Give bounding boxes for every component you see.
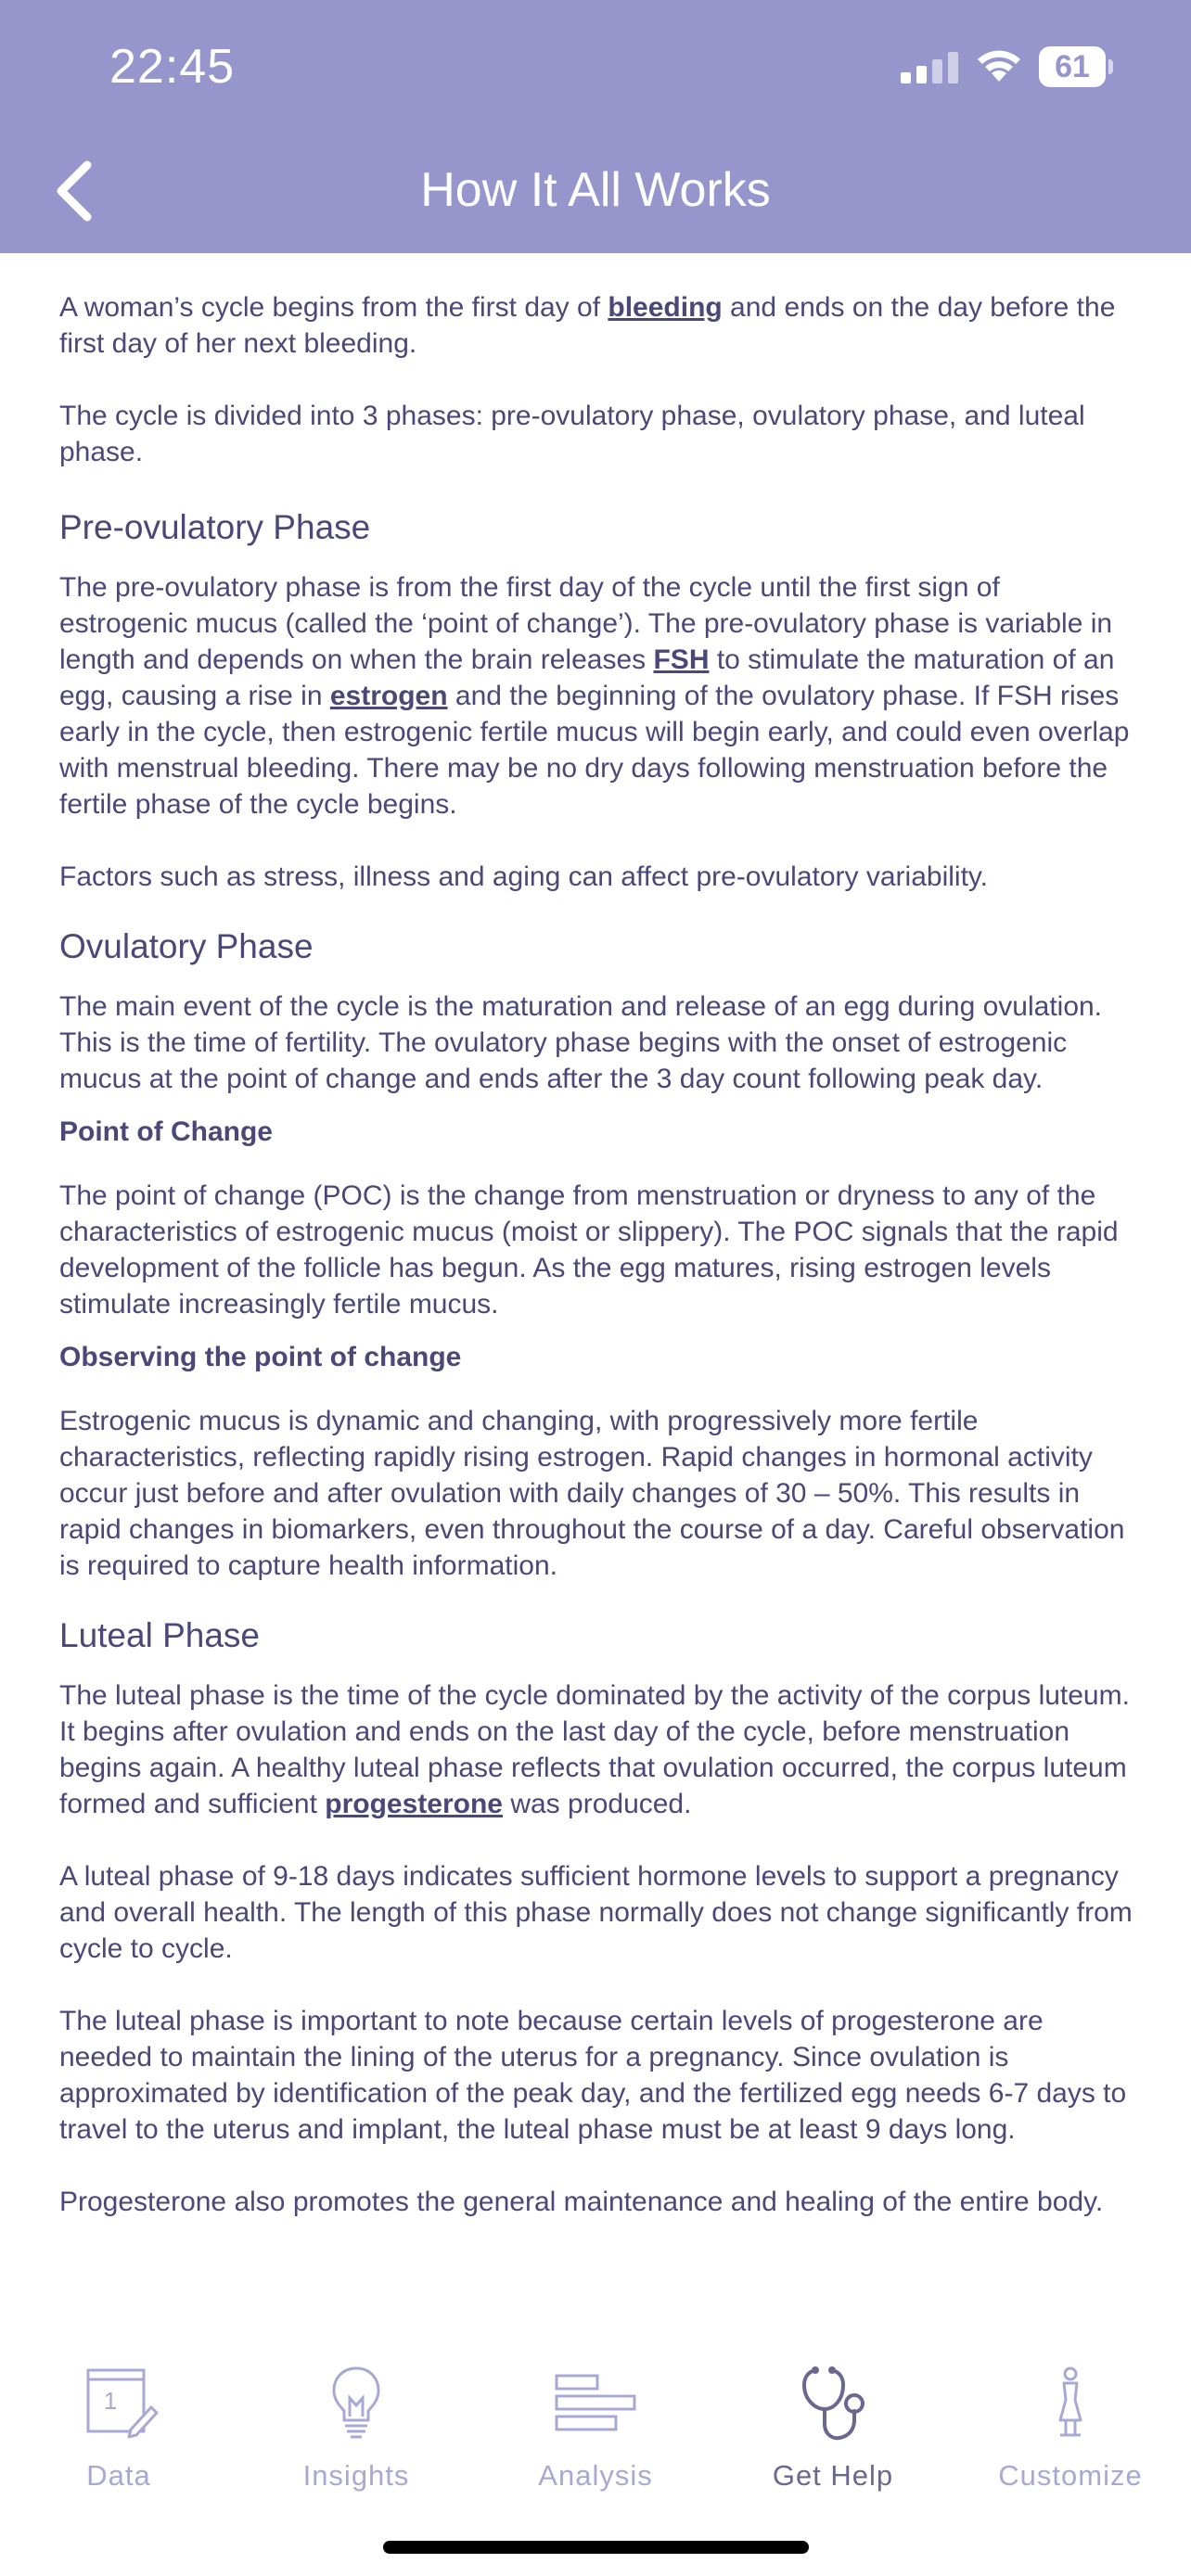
subheading-point-of-change: Point of Change	[59, 1116, 273, 1147]
ovulatory-paragraph-3: Estrogenic mucus is dynamic and changing, with progressively more fertile characteristics, reflecting rapidly rising estrogen. Rapid changes in hormonal activity occur just before and after ovulation with daily changes of 30 – 50%. This results in rapid changes in biomarkers, even throughout the course of a day. Careful observation is required to capture health information.	[59, 1406, 1125, 1581]
nav-header	[0, 0, 1191, 253]
battery-indicator	[1039, 46, 1113, 87]
subheading-observing-poc: Observing the point of change	[59, 1342, 462, 1372]
ovulatory-paragraph-1: The main event of the cycle is the maturation and release of an egg during ovulation. This is the time of fertility. The ovulatory phase begins with the onset of estrogenic mucus at the point of change and ends after the 3 day count following peak day.	[59, 991, 1103, 1094]
ovulatory-paragraph-2: The point of change (POC) is the change from menstruation or dryness to any of the characteristics of estrogenic mucus (moist or slippery). The POC signals that the rapid development of the follicle has begun. As the egg matures, rising estrogen levels stimulate increasingly fertile mucus.	[59, 1180, 1119, 1320]
glossary-link-progesterone[interactable]: progesterone	[325, 1789, 503, 1819]
lightbulb-icon	[314, 2363, 398, 2446]
body-text: and the beginning of the ovulatory phase. If FSH rises early in the cycle, then estrogenic fertile mucus will begin early, and could even overlap with menstrual bleeding. There may be no dry days following menstruation before the fertile phase of the cycle begins.	[59, 681, 1130, 820]
tab-insights[interactable]	[263, 2355, 449, 2494]
tab-label: Get Help	[772, 2459, 894, 2492]
battery-tip	[1108, 59, 1113, 74]
body-text: to stimulate the maturation of an egg, causing a rise in	[59, 644, 1115, 711]
body-text: The luteal phase is the time of the cycle dominated by the activity of the corpus luteum. It begins after ovulation and ends on the last day of the cycle, before menstruation begins again. A healthy luteal phase reflects that ovulation occurred, the corpus luteum formed and sufficient	[59, 1680, 1130, 1819]
intro-paragraph-1	[59, 289, 1135, 362]
body-text: The pre-ovulatory phase is from the first day of the cycle until the first sign of estrogenic mucus (called the ‘point of change’). The pre-ovulatory phase is variable in length and depends on when the brain releases	[59, 572, 1113, 675]
pre-ovulatory-paragraph-1	[59, 569, 1135, 823]
tab-label: Customize	[998, 2459, 1143, 2492]
page-title: How It All Works	[420, 163, 771, 217]
glossary-link-bleeding[interactable]: bleeding	[608, 292, 723, 323]
wifi-icon	[976, 46, 1022, 83]
cellular-signal-icon	[901, 52, 960, 83]
glossary-link-estrogen[interactable]: estrogen	[329, 681, 448, 711]
article-content	[59, 289, 1135, 2220]
luteal-paragraph-2: A luteal phase of 9-18 days indicates sufficient hormone levels to support a pregnancy and overall health. The length of this phase normally does not change significantly from cycle to cycle.	[59, 1861, 1133, 1964]
tab-get-help[interactable]	[740, 2355, 926, 2494]
bar-chart-icon	[549, 2363, 642, 2446]
tab-label: Analysis	[538, 2459, 653, 2492]
status-time: 22:45	[109, 40, 236, 94]
tab-customize[interactable]	[978, 2355, 1163, 2494]
luteal-paragraph-3: The luteal phase is important to note because certain levels of progesterone are needed to maintain the lining of the uterus for a pregnancy. Since ovulation is approximated by identification of the peak day, and the fertilized egg needs 6-7 days to travel to the uterus and implant, the luteal phase must be at least 9 days long.	[59, 2006, 1127, 2145]
section-heading-pre-ovulatory: Pre-ovulatory Phase	[59, 508, 371, 546]
intro-paragraph-2: The cycle is divided into 3 phases: pre-ovulatory phase, ovulatory phase, and luteal phase.	[59, 401, 1085, 467]
battery-level: 61	[1055, 49, 1090, 84]
home-indicator[interactable]	[383, 2541, 809, 2554]
person-icon	[1029, 2363, 1112, 2446]
intro-text: and ends on the day before the first day of her next bleeding.	[59, 292, 1116, 359]
luteal-paragraph-1	[59, 1677, 1135, 1822]
section-heading-luteal: Luteal Phase	[59, 1616, 261, 1654]
intro-text: A woman’s cycle begins from the first day of	[59, 292, 608, 323]
calendar-day-number: 1	[103, 2387, 118, 2415]
tab-analysis[interactable]	[503, 2355, 688, 2494]
stethoscope-icon	[791, 2363, 875, 2446]
body-text: was produced.	[503, 1789, 692, 1819]
luteal-paragraph-4: Progesterone also promotes the general maintenance and healing of the entire body.	[59, 2187, 1104, 2217]
section-heading-ovulatory: Ovulatory Phase	[59, 927, 314, 965]
tab-data[interactable]	[26, 2355, 211, 2494]
glossary-link-fsh[interactable]: FSH	[653, 644, 710, 675]
pre-ovulatory-paragraph-2: Factors such as stress, illness and aging can affect pre-ovulatory variability.	[59, 861, 989, 892]
tab-label: Data	[86, 2459, 151, 2492]
calendar-pencil-icon	[77, 2363, 160, 2446]
tab-label: Insights	[302, 2459, 410, 2492]
